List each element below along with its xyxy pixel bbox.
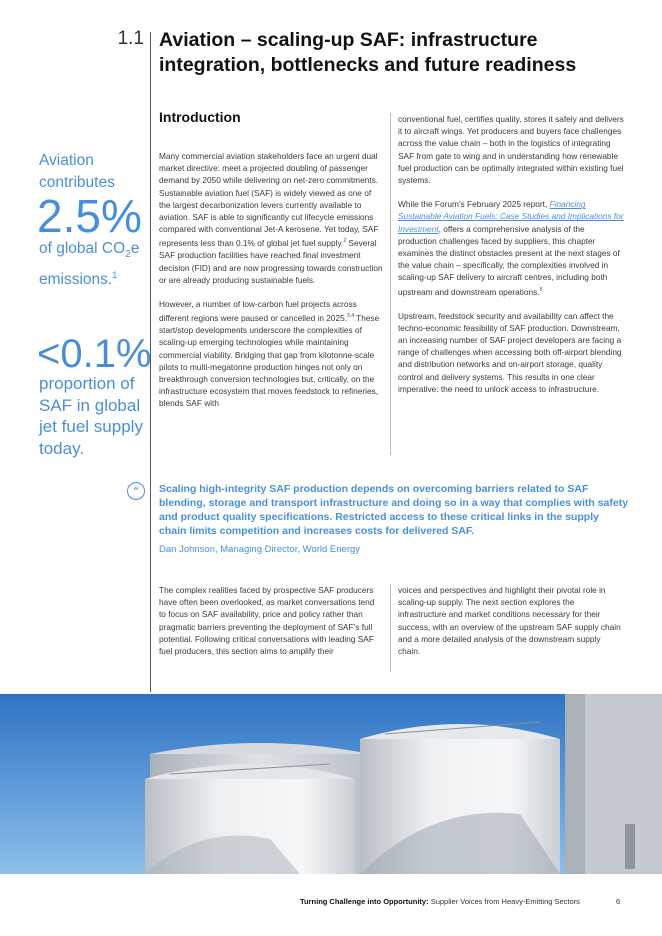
page-title: Aviation – scaling-up SAF: infrastructure integration, bottlenecks and future readiness	[159, 29, 577, 76]
section-number: 1.1	[117, 28, 144, 49]
intro-paragraph: However, a number of low-carbon fuel projects across different regions were paused or cancelled in 2025.$^{3,4}$ These start/stop developments underscore the complexities of scaling-up emerging technologies while maintaining commercial viability. Bridging that gap from kilotonne-scale pilots to multi-megatonne production hinges not only on breakthrough conversion technologies but, critically, on the infrastructure ecosystem that moves feedstock to refineries, blends SAF with	[159, 299, 380, 409]
body-column-1	[159, 584, 383, 669]
footer-text: Turning Challenge into Opportunity: Supplier Voices from Heavy-Emitting Sectors	[300, 897, 580, 906]
fuel-storage-tanks-photo	[0, 694, 662, 874]
body-column-2	[398, 584, 624, 669]
quote-icon: “	[127, 482, 145, 500]
stat1-value: 2.5%	[37, 190, 142, 242]
stat2-value: <0.1%	[37, 332, 152, 376]
stat1-post: of global $CO_2e$ emissions.$^1$	[39, 240, 140, 289]
intro-paragraph: Upstream, feedstock security and availability can affect the techno-economic feasibility of SAF production. Downstream, an increasing number of SAF project developers are facing a range of challenges when accessing both off-airport blending and distribution networks and on-airport storage, quality control and delivery systems. This results in one clear imperative: the need to unlock access to infrastructure.	[398, 310, 622, 394]
intro-paragraph: While the Forum’s February 2025 report, Financing Sustainable Aviation Fuels: Case Studies and Implications for Investment, offers a comprehensive analysis of the production challenges faced by suppliers, this chapter examines the distinct obstacles present at the next stages of the value chain – specifically, the complexities involved in scaling-up SAF delivery to aircraft centres, including both upstream and downstream operations.$^5$	[398, 199, 624, 297]
intro-column-1	[159, 150, 383, 422]
column-divider	[390, 584, 391, 672]
intro-heading: Introduction	[159, 109, 241, 125]
stat2-post: proportion of SAF in global jet fuel supply today.	[39, 374, 143, 458]
report-link[interactable]: Financing Sustainable Aviation Fuels: Case Studies and Implications for Investment	[398, 199, 624, 234]
stat1-pre: Aviation contributes	[39, 152, 115, 191]
page-number: 6	[616, 897, 621, 906]
body-paragraph: The complex realities faced by prospective SAF producers have often been overlooked, as market conversations tend to focus on SAF availability, price and policy rather than pragmatic barriers preventing the deployment of SAF’s full potential. Following critical conversations with leading SAF fuel producers, this section aims to amplify their	[159, 585, 375, 657]
column-divider	[390, 113, 391, 455]
quote-attribution: Dan Johnson, Managing Director, World Energy	[159, 544, 361, 555]
body-paragraph: voices and perspectives and highlight their pivotal role in scaling-up supply. The next section explores the infrastructure and market conditions necessary for their success, with an overview of the upstream SAF supply chain and a more detailed analysis of the downstream supply chain.	[398, 585, 621, 657]
intro-paragraph: Many commercial aviation stakeholders face an urgent dual market directive: meet a projected doubling of passenger demand by 2050 while delivering on net-zero commitments. Sustainable aviation fuel (SAF) is widely viewed as one of the largest decarbonization levers currently available to aviation. SAF is able to significantly cut lifecycle emissions compared with conventional Jet-A kerosene. Yet today, SAF represents less than 0.1% of global jet fuel supply.$^2$ Several SAF production facilities have reached final investment decision (FID) and are now progressing towards construction or are already producing sustainable fuels.	[159, 151, 383, 285]
intro-column-2	[398, 113, 624, 407]
pull-quote: Scaling high-integrity SAF production depends on overcoming barriers related to SAF blending, storage and transport infrastructure and doing so in a way that complies with safety and product quality specifications. Restricted access to these critical links in the supply chain limits competition and increases costs for delivered SAF.	[159, 483, 629, 537]
intro-paragraph: conventional fuel, certifies quality, stores it safely and delivers it to aircraft wings. Yet producers and buyers face challenges across the value chain – both in the logistics of integrating SAF from gate to wing and in understanding how renewable fuel production can be optimally integrated within existing fuel systems.	[398, 114, 624, 186]
